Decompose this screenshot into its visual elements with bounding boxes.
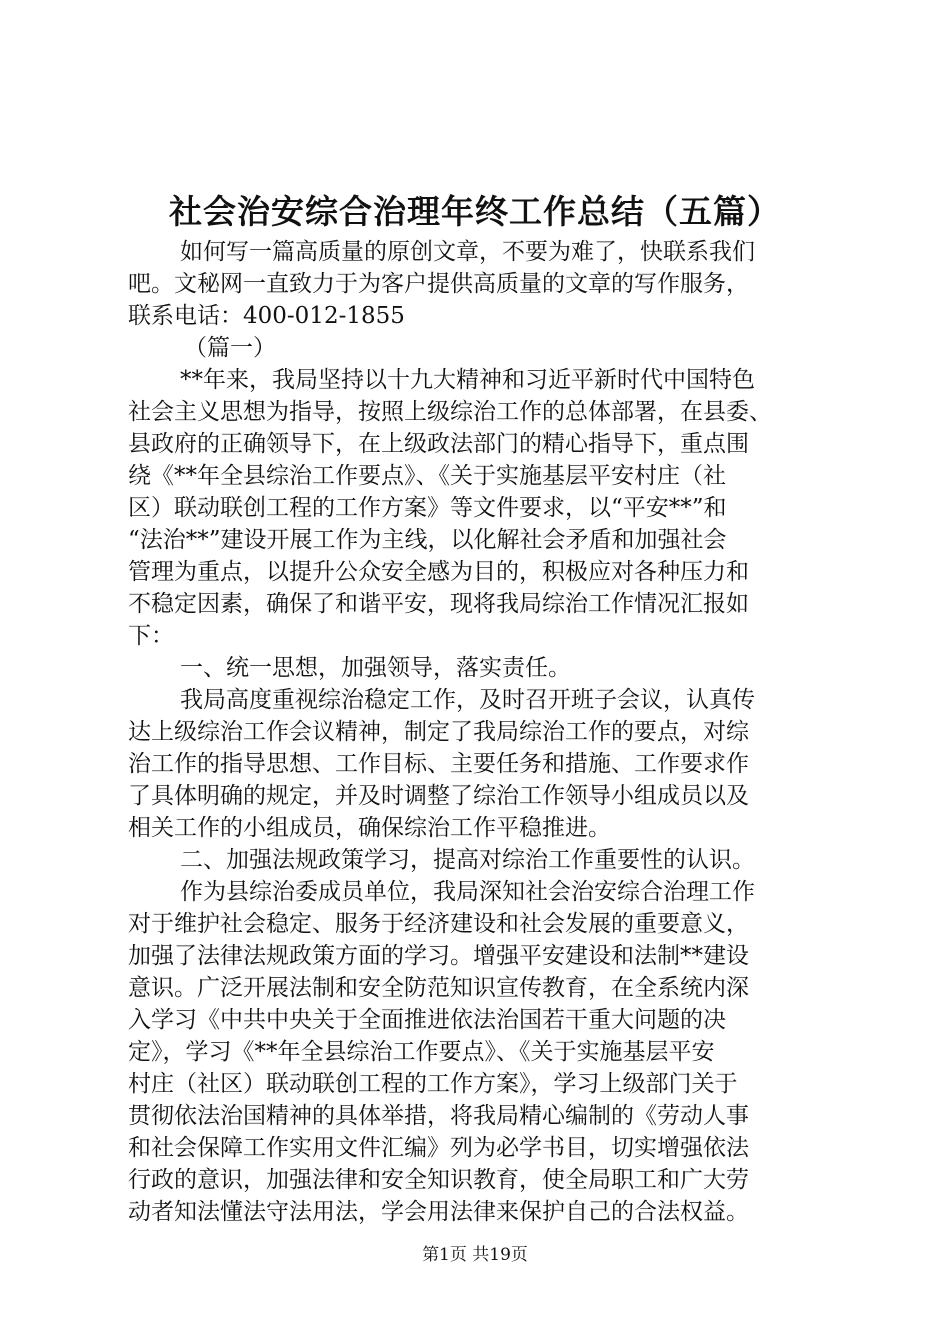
text-line: 了具体明确的规定，并及时调整了综治工作领导小组成员以及: [128, 783, 749, 809]
text-line: 村庄（社区）联动联创工程的工作方案》，学习上级部门关于: [128, 1071, 738, 1097]
document-body: [128, 236, 828, 1228]
text-line: 绕《**年全县综治工作要点》、《关于实施基层平安村庄（社: [128, 463, 726, 489]
text-line: 动者知法懂法守法用法，学会用法律来保护自己的合法权益。: [128, 1199, 749, 1225]
text-line: 县政府的正确领导下，在上级政法部门的精心指导下，重点围: [128, 431, 749, 457]
text-line: 下：: [128, 623, 174, 649]
text-line: 贯彻依法治国精神的具体举措，将我局精心编制的《劳动人事: [128, 1103, 749, 1129]
text-line: 治工作的指导思想、工作目标、主要任务和措施、工作要求作: [128, 751, 749, 777]
text-line: 和社会保障工作实用文件汇编》列为必学书目，切实增强依法: [128, 1135, 749, 1161]
text-line: 行政的意识，加强法律和安全知识教育，使全局职工和广大劳: [128, 1167, 749, 1193]
text-line: **年来，我局坚持以十九大精神和习近平新时代中国特色: [180, 367, 755, 393]
text-line: 如何写一篇高质量的原创文章，不要为难了，快联系我们: [180, 239, 755, 265]
text-line: 相关工作的小组成员，确保综治工作平稳推进。: [128, 815, 611, 841]
page-number: 第1页 共19页: [422, 1245, 528, 1265]
text-line: 我局高度重视综治稳定工作，及时召开班子会议，认真传: [180, 687, 755, 713]
text-line: 作为县综治委成员单位，我局深知社会治安综合治理工作: [180, 879, 755, 905]
text-line: 管理为重点，以提升公众安全感为目的，积极应对各种压力和: [128, 559, 749, 585]
subheading: 一、统一思想，加强领导，落实责任。: [180, 655, 571, 681]
text-line: 加强了法律法规政策方面的学习。增强平安建设和法制**建设: [128, 943, 749, 969]
text-line: 吧。文秘网一直致力于为客户提供高质量的文章的写作服务，: [128, 271, 749, 297]
text-line: 达上级综治工作会议精神，制定了我局综治工作的要点，对综: [128, 719, 749, 745]
text-line: 入学习《中共中央关于全面推进依法治国若干重大问题的决: [128, 1007, 726, 1033]
text-line: 区）联动联创工程的工作方案》等文件要求，以“平安**”和: [128, 495, 727, 521]
section-heading: （篇一）: [184, 335, 276, 361]
text-line: 不稳定因素，确保了和谐平安，现将我局综治工作情况汇报如: [128, 591, 749, 617]
text-line: 意识。广泛开展法制和安全防范知识宣传教育，在全系统内深: [128, 975, 749, 1001]
text-line: 社会主义思想为指导，按照上级综治工作的总体部署，在县委、: [128, 399, 772, 425]
text-line: 定》，学习《**年全县综治工作要点》、《关于实施基层平安: [128, 1039, 715, 1065]
text-line: 对于维护社会稳定、服务于经济建设和社会发展的重要意义，: [128, 911, 749, 937]
subheading: 二、加强法规政策学习，提高对综治工作重要性的认识。: [180, 847, 755, 873]
document-title: 社会治安综合治理年终工作总结（五篇）: [169, 192, 781, 231]
text-line: “法治**”建设开展工作为主线，以化解社会矛盾和加强社会: [128, 527, 727, 553]
text-line: 联系电话：400-012-1855: [128, 303, 405, 329]
